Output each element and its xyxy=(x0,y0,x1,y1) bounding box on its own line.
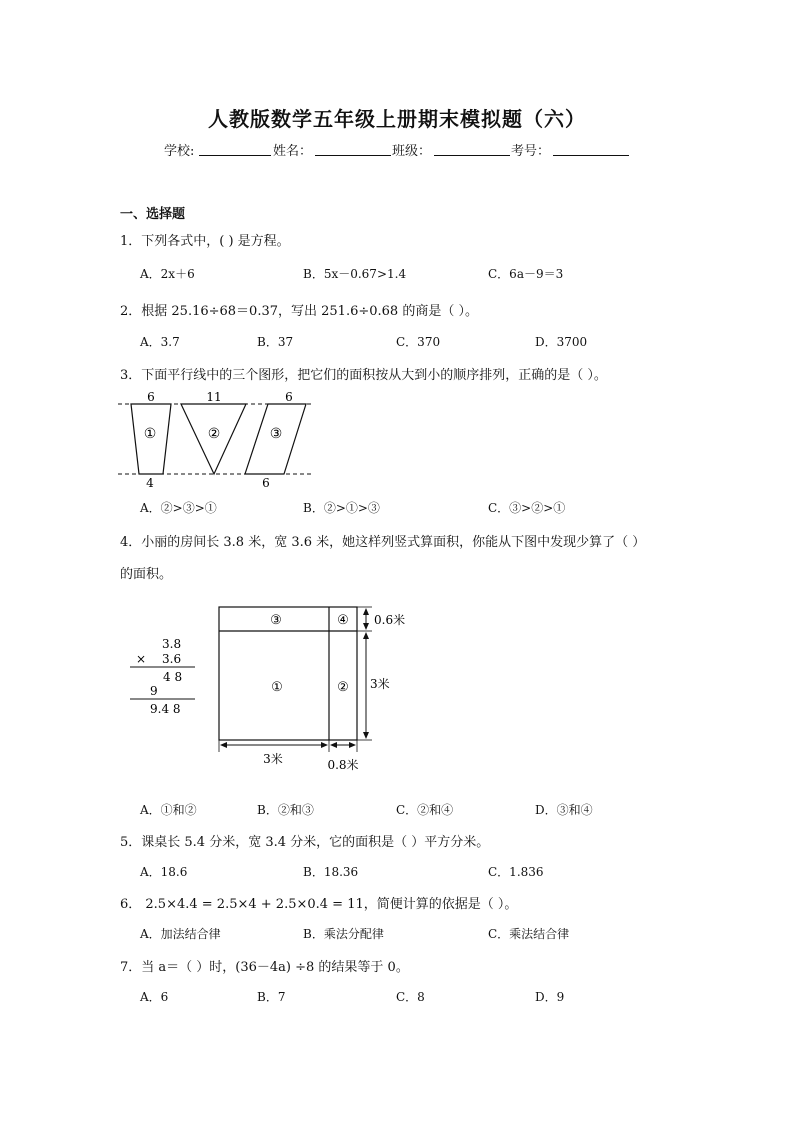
q4-calc-result: 9.4 8 xyxy=(150,702,181,716)
q3-bottom-label-1: 4 xyxy=(146,476,154,490)
question-3-stem: 3．下面平行线中的三个图形，把它们的面积按从大到小的顺序排列，正确的是（ ）。 xyxy=(120,368,607,383)
q2-option-d[interactable]: D．3700 xyxy=(535,335,588,349)
q4-region-4-label: ④ xyxy=(337,613,349,628)
q3-bottom-label-3: 6 xyxy=(262,476,270,490)
q4-arrow-left-1 xyxy=(220,742,227,748)
question-2-stem: 2．根据 25.16÷68＝0.37，写出 251.6÷0.68 的商是（ ）。 xyxy=(120,304,478,319)
q1-option-c[interactable]: C．6a－9＝3 xyxy=(488,267,564,281)
q1-option-b[interactable]: B．5x－0.67>1.4 xyxy=(303,267,407,281)
q3-top-label-2: 11 xyxy=(206,390,222,404)
q3-shape-1-label: ① xyxy=(143,426,157,442)
q4-dim-width-left-label: 3米 xyxy=(263,752,283,766)
q7-option-a[interactable]: A．6 xyxy=(140,990,169,1004)
q1-option-a[interactable]: A．2x＋6 xyxy=(140,267,195,281)
question-5-stem: 5．课桌长 5.4 分米，宽 3.4 分米，它的面积是（ ）平方分米。 xyxy=(120,835,490,850)
q4-dim-width-right-label: 0.8米 xyxy=(327,758,359,772)
q4-arrow-up-1 xyxy=(363,608,369,615)
q3-shape-3-label: ③ xyxy=(269,426,283,442)
q4-arrow-right-1 xyxy=(321,742,328,748)
q3-shape-2-label: ② xyxy=(207,426,221,442)
section-heading: 一、选择题 xyxy=(120,207,186,222)
q5-option-b[interactable]: B．18.36 xyxy=(303,865,359,879)
q6-option-c[interactable]: C．乘法结合律 xyxy=(488,927,570,941)
q3-option-a[interactable]: A．②>③>① xyxy=(140,501,217,515)
q5-option-a[interactable]: A．18.6 xyxy=(140,865,188,879)
question-6-stem: 6． 2.5×4.4 = 2.5×4 + 2.5×0.4 = 11，简便计算的依据是（ ）。 xyxy=(120,897,518,912)
q4-dim-height-main-label: 3米 xyxy=(370,677,390,691)
q5-option-c[interactable]: C．1.836 xyxy=(488,865,544,879)
q4-calc-line1: 3.8 xyxy=(162,637,182,651)
q4-calc-line3: 4 8 xyxy=(163,670,183,684)
q4-arrow-left-2 xyxy=(330,742,337,748)
question-7-stem: 7．当 a＝（ ）时，(36－4a) ÷8 的结果等于 0。 xyxy=(120,960,409,975)
name-label: 姓名： xyxy=(273,144,313,159)
q6-option-a[interactable]: A．加法结合律 xyxy=(140,927,221,941)
class-label: 班级： xyxy=(392,144,432,159)
q4-option-d[interactable]: D．③和④ xyxy=(535,803,593,817)
q4-option-b[interactable]: B．②和③ xyxy=(257,803,314,817)
page-title: 人教版数学五年级上册期末模拟题（六） xyxy=(208,107,586,131)
q4-arrow-down-1 xyxy=(363,623,369,630)
q3-option-b[interactable]: B．②>①>③ xyxy=(303,501,380,515)
question-4-stem: 4．小丽的房间长 3.8 米，宽 3.6 米，她这样列竖式算面积，你能从下图中发现少算了（ ） xyxy=(120,535,646,550)
q4-region-1-label: ① xyxy=(271,680,283,695)
q4-dim-height-top-label: 0.6米 xyxy=(374,613,406,627)
q7-option-d[interactable]: D．9 xyxy=(535,990,565,1004)
q4-option-a[interactable]: A．①和② xyxy=(140,803,197,817)
q7-option-c[interactable]: C．8 xyxy=(396,990,425,1004)
q2-option-c[interactable]: C．370 xyxy=(396,335,441,349)
q2-option-a[interactable]: A．3.7 xyxy=(140,335,180,349)
q2-option-b[interactable]: B．37 xyxy=(257,335,294,349)
q4-calc-line2: 3.6 xyxy=(162,652,182,666)
q3-top-label-1: 6 xyxy=(147,390,155,404)
q4-calc-times: × xyxy=(136,652,147,666)
q6-option-b[interactable]: B．乘法分配律 xyxy=(303,927,384,941)
q7-option-b[interactable]: B．7 xyxy=(257,990,286,1004)
exam-no-label: 考号： xyxy=(511,144,551,159)
school-label: 学校: xyxy=(164,144,195,159)
q3-top-label-3: 6 xyxy=(285,390,293,404)
q4-arrow-right-2 xyxy=(349,742,356,748)
q4-arrow-up-2 xyxy=(363,632,369,639)
question-4-stem-cont: 的面积。 xyxy=(120,567,173,582)
question-1-stem: 1．下列各式中，( ) 是方程。 xyxy=(120,234,290,249)
q3-option-c[interactable]: C．③>②>① xyxy=(488,501,566,515)
q4-arrow-down-2 xyxy=(363,732,369,739)
q4-option-c[interactable]: C．②和④ xyxy=(396,803,454,817)
q4-calc-line4: 9 xyxy=(150,684,158,698)
q4-region-3-label: ③ xyxy=(270,613,282,628)
q4-region-2-label: ② xyxy=(337,680,349,695)
